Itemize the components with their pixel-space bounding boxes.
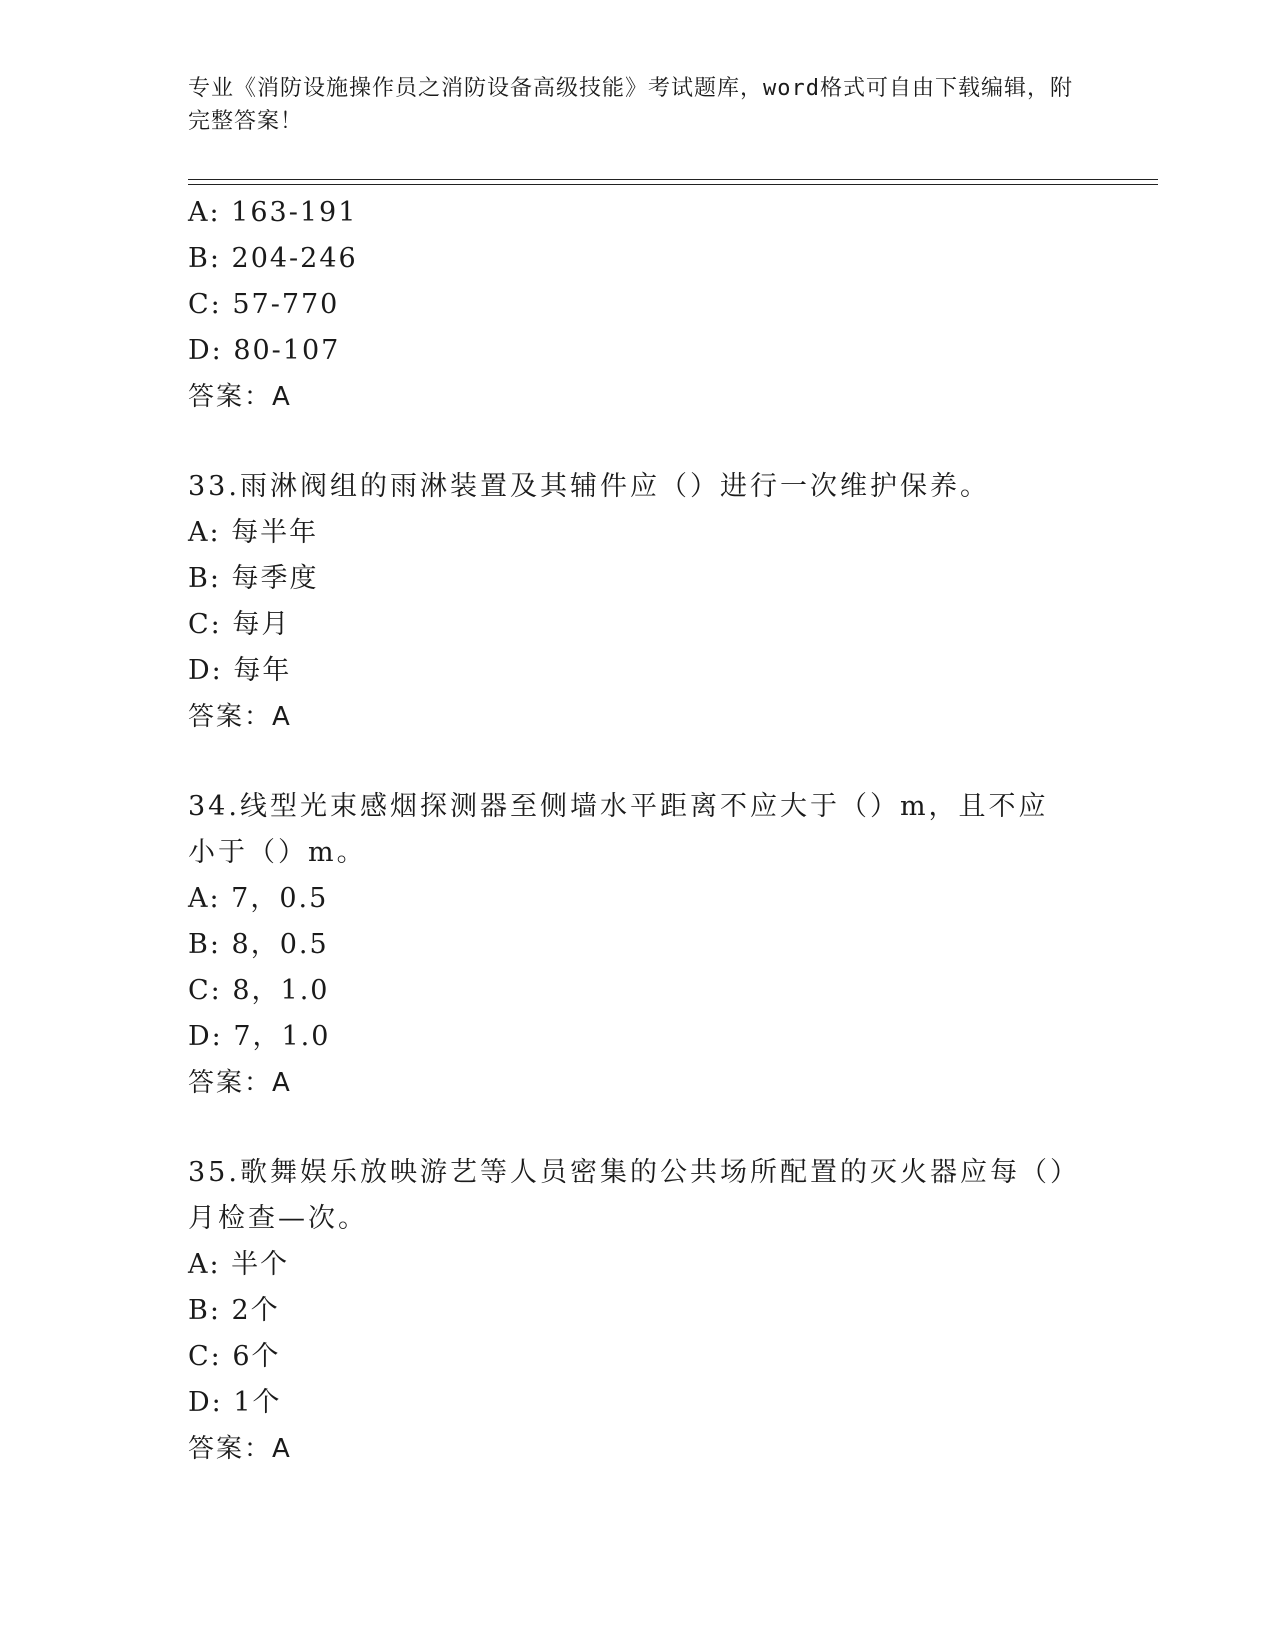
option-d: D: 1个 xyxy=(188,1387,282,1418)
option-d: D: 7，1.0 xyxy=(188,1021,331,1052)
question-text: 35.歌舞娱乐放映游艺等人员密集的公共场所配置的灭火器应每（）月检查—次。 xyxy=(188,1157,1067,1234)
option-b: B: 204-246 xyxy=(188,243,358,274)
answer-line: 答案：A xyxy=(188,1068,292,1098)
question-text: 33.雨淋阀组的雨淋装置及其辅件应（）进行一次维护保养。 xyxy=(188,471,990,502)
question-block-34 xyxy=(188,784,1088,1106)
document-header: 专业《消防设施操作员之消防设备高级技能》考试题库，word格式可自由下载编辑，附完整答案！ xyxy=(188,76,1073,134)
option-a: A: 半个 xyxy=(188,1249,290,1280)
question-text: 34.线型光束感烟探测器至侧墙水平距离不应大于（）m，且不应小于（）m。 xyxy=(188,791,1049,868)
header-divider-bottom xyxy=(188,184,1158,185)
question-block-35 xyxy=(188,1150,1088,1472)
option-c: C: 57-770 xyxy=(188,289,340,320)
option-b: B: 8，0.5 xyxy=(188,929,329,960)
answer-line: 答案：A xyxy=(188,702,292,732)
option-c: C: 6个 xyxy=(188,1341,281,1372)
option-a: A: 每半年 xyxy=(188,517,319,548)
option-d: D: 80-107 xyxy=(188,335,341,366)
option-a: A: 7，0.5 xyxy=(188,883,329,914)
option-b: B: 每季度 xyxy=(188,563,319,594)
option-b: B: 2个 xyxy=(188,1295,280,1326)
option-a: A: 163-191 xyxy=(188,197,358,228)
answer-line: 答案：A xyxy=(188,1434,292,1464)
option-c: C: 每月 xyxy=(188,609,291,640)
option-d: D: 每年 xyxy=(188,655,292,686)
header-divider-top xyxy=(188,179,1158,180)
answer-line: 答案：A xyxy=(188,382,292,412)
question-list xyxy=(188,190,1088,1472)
option-c: C: 8，1.0 xyxy=(188,975,330,1006)
question-block-33 xyxy=(188,464,1088,740)
question-block-32 xyxy=(188,190,1088,420)
